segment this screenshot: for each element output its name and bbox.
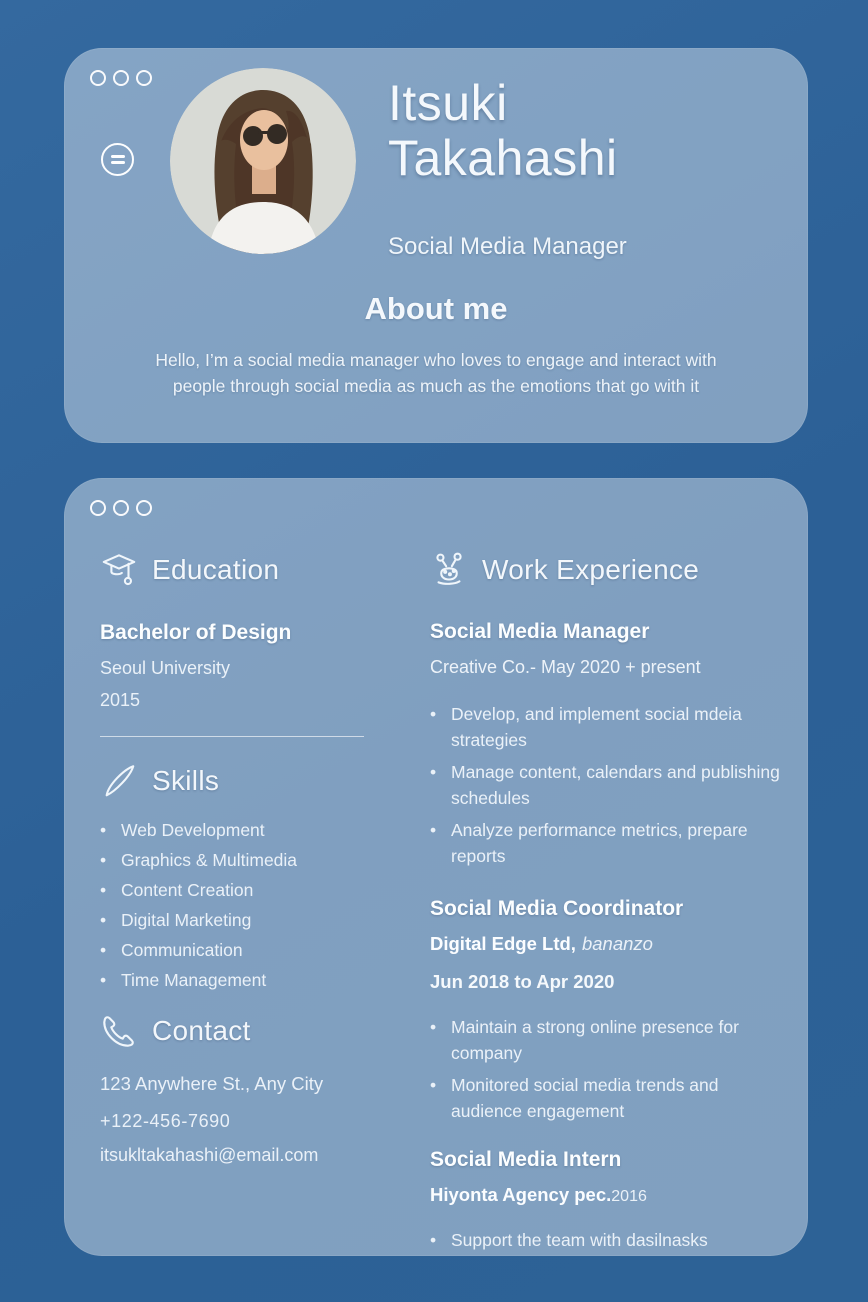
job-title: Social Media Coordinator — [430, 897, 684, 920]
phone-icon — [100, 1012, 138, 1050]
contact-address: 123 Anywhere St., Any City — [100, 1073, 324, 1094]
window-dots — [90, 500, 152, 516]
profile-card — [64, 48, 808, 443]
education-degree: Bachelor of Design — [100, 621, 292, 644]
job-bullets — [430, 701, 786, 869]
skill-label: Web Development — [121, 820, 265, 840]
window-dot — [136, 70, 152, 86]
work-title: Work Experience — [482, 554, 700, 585]
briefcase-doodle-icon — [430, 551, 468, 589]
contact-title: Contact — [152, 1015, 251, 1046]
skill-label: Time Management — [121, 970, 267, 990]
skills-section-header — [100, 761, 368, 801]
about-text: Hello, I’m a social media manager who loves to engage and interact with people through social media as much as the emotions that go with it — [155, 350, 717, 396]
bullet-text: Maintain a strong online presence for company — [451, 1017, 739, 1063]
bullet-text: Monitored social media trends and audience engagement — [451, 1075, 719, 1121]
bullet-dot: • — [430, 820, 437, 840]
bullet-text: Analyze performance metrics, prepare reports — [451, 820, 748, 866]
contact-section-header — [100, 1011, 368, 1051]
skill-item — [100, 905, 368, 935]
window-dot — [90, 70, 106, 86]
bullet-dot: • — [100, 850, 107, 870]
window-dot — [90, 500, 106, 516]
skill-item — [100, 965, 368, 995]
work-section-header — [430, 550, 786, 590]
skills-list — [100, 815, 368, 995]
skill-item — [100, 875, 368, 905]
window-dot — [113, 70, 129, 86]
section-divider — [100, 736, 364, 737]
left-column — [100, 550, 368, 1253]
job-bullets — [430, 1227, 786, 1253]
graduation-cap-icon — [100, 551, 138, 589]
job-dates: Jun 2018 to Apr 2020 — [430, 971, 615, 992]
bullet-item — [430, 1072, 786, 1124]
person-name — [388, 76, 618, 186]
bullet-dot: • — [430, 1230, 437, 1250]
job-company — [430, 1183, 786, 1209]
skill-item — [100, 935, 368, 965]
company-note: bananzo — [581, 933, 653, 954]
bullet-item — [430, 817, 786, 869]
person-name-line1: Itsuki — [388, 75, 508, 131]
profile-photo — [170, 68, 356, 254]
bullet-dot: • — [430, 1017, 437, 1037]
window-dots — [90, 70, 152, 86]
skill-label: Communication — [121, 940, 243, 960]
bullet-item — [430, 701, 786, 753]
skill-label: Digital Marketing — [121, 910, 252, 930]
bullet-text: Manage content, calendars and publishing schedules — [451, 762, 780, 808]
bullet-dot: • — [100, 910, 107, 930]
bullet-dot: • — [100, 940, 107, 960]
bullet-dot: • — [430, 704, 437, 724]
details-card — [64, 478, 808, 1256]
bullet-dot: • — [430, 762, 437, 782]
skill-item — [100, 845, 368, 875]
bullet-text: Develop, and implement social mdeia strategies — [451, 704, 742, 750]
window-dot — [113, 500, 129, 516]
right-column — [430, 550, 786, 1253]
bullet-dot: • — [100, 880, 107, 900]
contact-email: itsukltakahashi@email.com — [100, 1145, 319, 1165]
company-name: Hiyonta Agency pec. — [430, 1184, 612, 1205]
bullet-dot: • — [430, 1075, 437, 1095]
bullet-item — [430, 1014, 786, 1066]
bullet-item — [430, 1227, 786, 1253]
hamburger-menu-icon[interactable] — [101, 143, 134, 176]
bullet-text: Support the team with dasilnasks — [451, 1230, 708, 1250]
job-title: Social Media Intern — [430, 1148, 622, 1171]
company-year: 2016 — [611, 1188, 647, 1205]
job-title: Social Media Manager — [430, 620, 650, 643]
bullet-dot: • — [100, 820, 107, 840]
job-bullets — [430, 1014, 786, 1124]
company-name: Digital Edge Ltd, — [430, 933, 576, 954]
person-name-line2: Takahashi — [388, 130, 618, 186]
education-year: 2015 — [100, 690, 141, 710]
contact-phone: +122-456-7690 — [100, 1111, 231, 1131]
skills-title: Skills — [152, 765, 220, 796]
profile-photo-graphic — [170, 68, 356, 254]
about-title: About me — [364, 291, 508, 326]
window-dot — [136, 500, 152, 516]
education-school: Seoul University — [100, 658, 231, 678]
skill-label: Content Creation — [121, 880, 254, 900]
job-company-dates: Creative Co.- May 2020 + present — [430, 657, 701, 677]
person-role: Social Media Manager — [388, 233, 627, 260]
bullet-dot: • — [100, 970, 107, 990]
bullet-item — [430, 759, 786, 811]
skill-item — [100, 815, 368, 845]
job-company — [430, 932, 786, 956]
skill-label: Graphics & Multimedia — [121, 850, 298, 870]
education-title: Education — [152, 554, 280, 585]
quill-icon — [100, 762, 138, 800]
education-section-header — [100, 550, 368, 590]
